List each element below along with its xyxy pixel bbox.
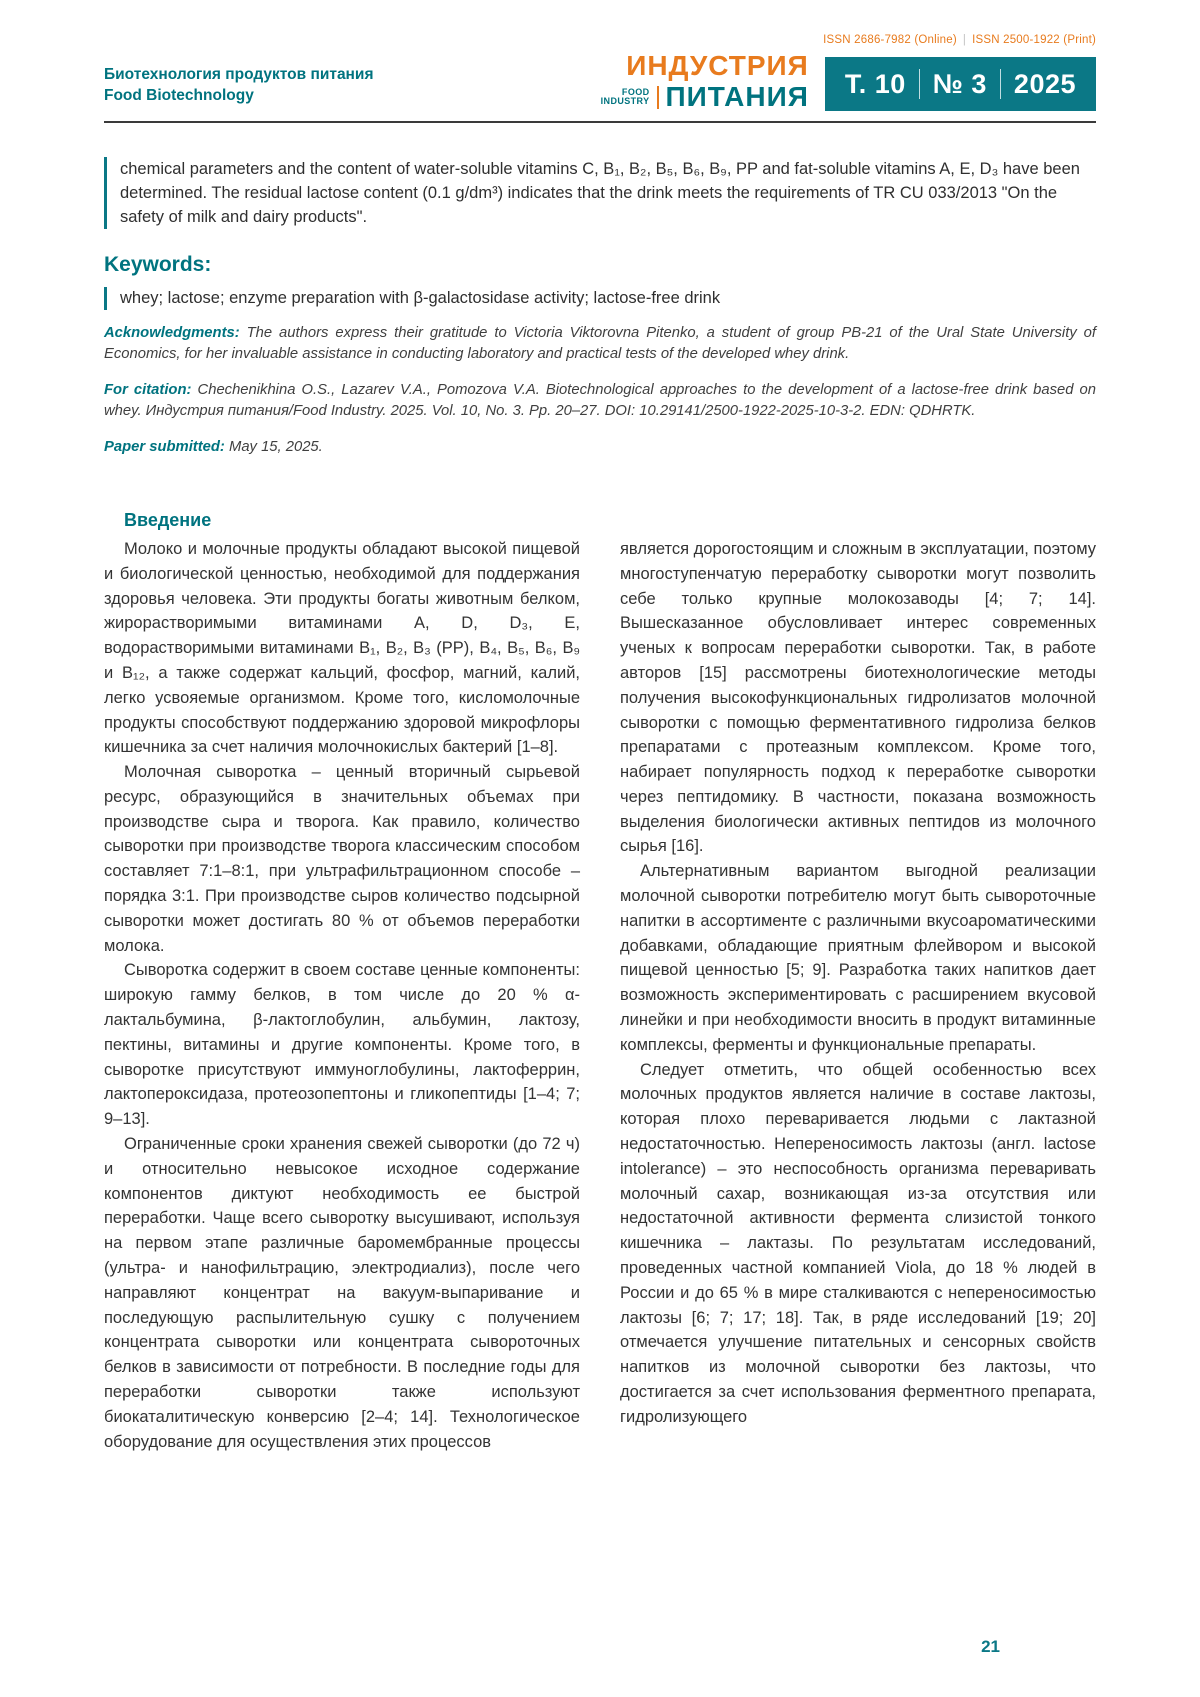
intro-paragraph: Молочная сыворотка – ценный вторичный сырьевой ресурс, образующийся в значительных объемах при производстве сыра и творога. Как правило, количество сыворотки при производстве творога классическим способом составляет 7:1–8:1, при ультрафильтрационном способе – порядка 3:1. При производстве сыров количество подсырной сыворотки может достигать 80 % от объемов переработки молока. xyxy=(104,763,580,955)
section-title-ru: Биотехнология продуктов питания xyxy=(104,66,374,84)
journal-logo-group xyxy=(601,52,1096,111)
logo-subtitle xyxy=(601,88,650,107)
page-number: 21 xyxy=(981,1637,1000,1656)
acknowledgments xyxy=(104,323,1096,365)
intro-paragraph: Сыворотка содержит в своем составе ценные компоненты: широкую гамму белков, в том числе до 20 % α-лактальбумина, β-лактоглобулин, альбумин, лактозу, пектины, витамины и другие компоненты. Кроме того, в сыворотке присутствуют иммуноглобулины, лактоферрин, лактопероксидаза, протеозопептоны и гликопептиды [1–4; 7; 9–13]. xyxy=(104,961,580,1129)
logo-word-industriya: ИНДУСТРИЯ xyxy=(626,50,809,81)
issn-line xyxy=(104,34,1096,46)
section-title-en: Food Biotechnology xyxy=(104,87,254,105)
keywords-text: whey; lactose; enzyme preparation with β-galactosidase activity; lactose-free drink xyxy=(104,287,1096,310)
page-header xyxy=(104,52,1096,111)
acknowledgments-label: Acknowledgments: xyxy=(104,325,240,342)
paper-submitted-date: May 15, 2025. xyxy=(229,438,323,455)
issn-online: ISSN 2686-7982 (Online) xyxy=(823,34,957,46)
intro-paragraph: Молоко и молочные продукты обладают высокой пищевой и биологической ценностью, необходимой для поддержания здоровья человека. Эти продукты богаты животным белком, жирорастворимыми витаминами A, D, D₃, E, водорастворимыми витаминами B₁, B₂, B₃ (PP), B₄, B₅, B₆, B₉ и B₁₂, а также содержат кальций, фосфор, магний, калий, легко усвояемые организмом. Кроме того, кисломолочные продукты способствуют поддержанию здоровой микрофлоры кишечника за счет наличия молочнокислых бактерий [1–8]. xyxy=(104,539,580,757)
acknowledgments-text: The authors express their gratitude to Victoria Viktorovna Pitenko, a student of group PB-21 of the Ural State University of Economics, for her invaluable assistance in conducting laboratory and practical tests of the developed whey drink. xyxy=(104,325,1096,363)
logo-word-pitaniya: ПИТАНИЯ xyxy=(665,81,809,112)
issue-year: 2025 xyxy=(1013,68,1076,99)
intro-paragraph: Альтернативным вариантом выгодной реализации молочной сыворотки потребителю могут быть сывороточные напитки в ассортименте с различными вкусоароматическими добавками, обладающие приятным флейвором и высокой пищевой ценностью [5; 9]. Разработка таких напитков дает возможность экспериментировать с расширением вкусовой линейки и при необходимости вносить в продукт витаминные комплексы, ферменты и функциональные препараты. xyxy=(620,862,1096,1054)
abstract-continuation: chemical parameters and the content of water-soluble vitamins C, B₁, B₂, B₅, B₆, B₉, PP and fat-soluble vitamins A, E, D₃ have been determined. The residual lactose content (0.1 g/dm³) indicates that the drink meets the requirements of TR CU 033/2013 "On the safety of milk and dairy products". xyxy=(104,157,1096,229)
intro-paragraph: Следует отметить, что общей особенностью всех молочных продуктов является наличие в составе лактозы, которая плохо переваривается людьми с лактазной недостаточностью. Непереносимость лактозы (англ. lactose intolerance) – это неспособность организма переваривать молочный сахар, возникающая из-за отсутствия или недостаточной активности фермента слизистой тонкого кишечника – лактазы. По результатам исследований, проведенных частной компанией Viola, до 18 % людей в России и до 65 % в мире сталкиваются с непереносимостью лактозы [6; 7; 17; 18]. Так, в ряде исследований [19; 20] отмечается улучшение питательных и сенсорных свойств напитков из молочной сыворотки без лактозы, что достигается за счет использования ферментного препарата, гидролизующего xyxy=(620,1060,1096,1426)
citation-label: For citation: xyxy=(104,382,192,399)
logo-bottom-row xyxy=(601,83,809,111)
logo-sub-food: FOOD xyxy=(621,86,650,97)
intro-paragraph: является дорогостоящим и сложным в эксплуатации, поэтому многоступенчатую переработку сыворотки могут позволить себе только крупные молокозаводы [4; 7; 14]. Вышесказанное обусловливает интерес современных ученых к вопросам переработки сыворотки. Так, в работе авторов [15] рассмотрены биотехнологические методы получения высокофункциональных гидролизатов молочной сыворотки с помощью ферментативного гидролиза белков препаратами с протеазным комплексом. Кроме того, набирает популярность подход к переработке сыворотки через пептидомику. В частности, показана возможность выделения биологически активных пептидов из молочного сырья [16]. xyxy=(620,539,1096,856)
keywords-heading: Keywords: xyxy=(104,253,212,277)
intro-column-left xyxy=(104,537,580,1454)
issue-volume: Т. 10 xyxy=(844,68,906,99)
issue-number: № 3 xyxy=(932,68,987,99)
header-rule xyxy=(104,121,1096,123)
introduction-heading: Введение xyxy=(124,509,212,530)
logo-sub-industry: INDUSTRY xyxy=(600,96,650,106)
issue-divider xyxy=(919,69,920,99)
two-column-body xyxy=(104,537,1096,1454)
issn-print: ISSN 2500-1922 (Print) xyxy=(972,34,1096,46)
intro-paragraph: Ограниченные сроки хранения свежей сыворотки (до 72 ч) и относительно невысокое исходное содержание компонентов диктуют необходимость ее быстрой переработки. Чаще всего сыворотку высушивают, используя на первом этапе различные баромембранные процессы (ультра- и нанофильтрацию, электродиализ), после чего направляют концентрат на вакуум-выпаривание и последующую распылительную сушку с получением концентрата сыворотки или концентрата сывороточных белков в зависимости от потребности. В последние годы для переработки сыворотки также используют биокаталитическую конверсию [2–4; 14]. Технологическое оборудование для осуществления этих процессов xyxy=(104,1135,580,1451)
issue-box xyxy=(825,57,1096,111)
logo-divider-bar xyxy=(657,86,659,109)
section-titles xyxy=(104,65,374,111)
paper-submitted-label: Paper submitted: xyxy=(104,438,225,455)
citation xyxy=(104,380,1096,422)
intro-column-right xyxy=(620,537,1096,1454)
paper-submitted xyxy=(104,437,1096,458)
journal-logo xyxy=(601,52,809,111)
issue-divider xyxy=(1000,69,1001,99)
issn-separator: | xyxy=(962,34,967,46)
citation-text: Chechenikhina O.S., Lazarev V.A., Pomozova V.A. Biotechnological approaches to the development of a lactose-free drink based on whey. Индустрия питания/Food Industry. 2025. Vol. 10, No. 3. Pp. 20–27. DOI: 10.29141/2500-1922-2025-10-3-2. EDN: QDHRTK. xyxy=(104,382,1096,420)
